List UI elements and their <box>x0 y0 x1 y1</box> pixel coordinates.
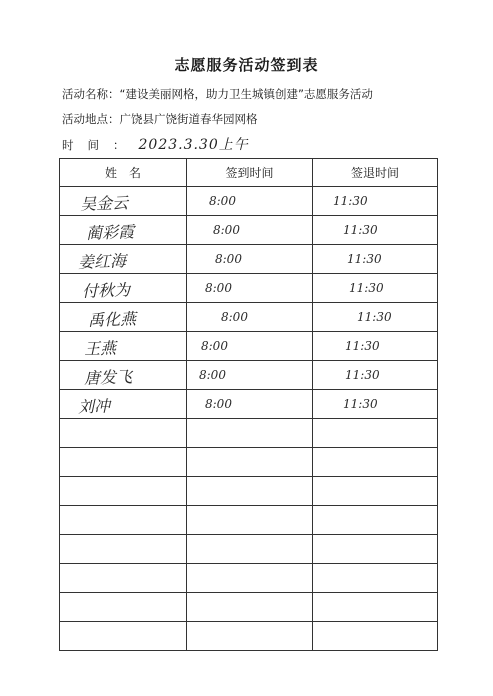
sign-out-cell <box>313 390 438 419</box>
name-cell <box>60 448 187 477</box>
sign-in-time: 8:00 <box>221 310 248 324</box>
name-cell <box>60 593 187 622</box>
activity-time-label: 时间： <box>62 138 139 152</box>
name-cell <box>60 564 187 593</box>
sign-out-time: 11:30 <box>333 194 368 208</box>
sign-out-time: 11:30 <box>347 252 382 266</box>
name-cell <box>60 535 187 564</box>
sign-out-cell <box>313 593 438 622</box>
table-row <box>60 216 438 245</box>
table-row-empty <box>60 506 438 535</box>
sign-out-cell <box>313 506 438 535</box>
page-title: 志愿服务活动签到表 <box>174 56 319 74</box>
sign-in-table <box>59 158 438 651</box>
sign-in-cell <box>187 535 313 564</box>
name-cell <box>60 332 187 361</box>
table-row <box>60 390 438 419</box>
sign-out-cell <box>313 564 438 593</box>
sign-in-time: 8:00 <box>213 223 240 237</box>
table-row <box>60 274 438 303</box>
sign-in-cell <box>187 593 313 622</box>
name-cell <box>60 477 187 506</box>
header-name: 姓 名 <box>60 159 187 187</box>
sign-out-cell <box>313 361 438 390</box>
sign-in-time: 8:00 <box>199 368 226 382</box>
sign-in-time: 8:00 <box>209 194 236 208</box>
sign-in-cell <box>187 564 313 593</box>
signature-name: 姜红海 <box>77 251 127 272</box>
header-sign-out-time: 签退时间 <box>313 159 438 187</box>
table-header-row <box>60 159 438 187</box>
sign-out-time: 11:30 <box>345 339 380 353</box>
name-cell <box>60 622 187 651</box>
activity-location-value: 广饶县广饶街道春华园网格 <box>119 112 258 126</box>
table-row-empty <box>60 419 438 448</box>
activity-location-label: 活动地点： <box>62 112 120 126</box>
table-row <box>60 187 438 216</box>
name-cell <box>60 216 187 245</box>
activity-name-line <box>62 86 373 102</box>
table-row <box>60 361 438 390</box>
name-cell <box>60 419 187 448</box>
signature-name: 蔺彩霞 <box>85 222 135 243</box>
sign-in-time: 8:00 <box>201 339 228 353</box>
table-body <box>60 187 438 651</box>
signature-name: 付秋为 <box>81 280 131 301</box>
sign-in-time: 8:00 <box>205 281 232 295</box>
name-cell <box>60 361 187 390</box>
sign-out-cell <box>313 419 438 448</box>
table-row-empty <box>60 448 438 477</box>
sign-in-cell <box>187 622 313 651</box>
sign-out-cell <box>313 274 438 303</box>
table-row-empty <box>60 535 438 564</box>
name-cell <box>60 506 187 535</box>
name-cell <box>60 187 187 216</box>
table-row <box>60 245 438 274</box>
sign-in-cell <box>187 274 313 303</box>
sign-out-cell <box>313 216 438 245</box>
sign-in-time: 8:00 <box>215 252 242 266</box>
sign-out-cell <box>313 303 438 332</box>
signature-name: 唐发飞 <box>83 367 133 388</box>
sign-out-cell <box>313 477 438 506</box>
sign-out-cell <box>313 448 438 477</box>
activity-name-label: 活动名称： <box>62 87 120 101</box>
sign-in-cell <box>187 419 313 448</box>
table-row-empty <box>60 622 438 651</box>
sign-in-cell <box>187 245 313 274</box>
sign-out-cell <box>313 535 438 564</box>
table-row-empty <box>60 593 438 622</box>
sign-in-cell <box>187 332 313 361</box>
sign-out-time: 11:30 <box>343 223 378 237</box>
table-row-empty <box>60 477 438 506</box>
sign-out-cell <box>313 332 438 361</box>
sign-in-cell <box>187 506 313 535</box>
signature-name: 王燕 <box>83 338 117 359</box>
header-sign-in-time: 签到时间 <box>187 159 313 187</box>
sign-in-cell <box>187 303 313 332</box>
sign-out-time: 11:30 <box>357 310 392 324</box>
sign-out-time: 11:30 <box>343 397 378 411</box>
table-row <box>60 332 438 361</box>
table-row-empty <box>60 564 438 593</box>
activity-name-value: “建设美丽网格，助力卫生城镇创建”志愿服务活动 <box>119 87 373 101</box>
name-cell <box>60 390 187 419</box>
sign-out-time: 11:30 <box>345 368 380 382</box>
name-cell <box>60 274 187 303</box>
sign-in-cell <box>187 361 313 390</box>
sign-in-time: 8:00 <box>205 397 232 411</box>
name-cell <box>60 245 187 274</box>
name-cell <box>60 303 187 332</box>
activity-time-line <box>62 134 249 154</box>
activity-location-line <box>62 111 258 127</box>
sign-in-cell <box>187 216 313 245</box>
signature-name: 吴金云 <box>79 193 129 214</box>
sign-out-time: 11:30 <box>349 281 384 295</box>
sign-in-cell <box>187 448 313 477</box>
sign-in-cell <box>187 390 313 419</box>
signature-name: 刘冲 <box>77 396 111 417</box>
sign-out-cell <box>313 187 438 216</box>
table-row <box>60 303 438 332</box>
sign-out-cell <box>313 622 438 651</box>
sign-in-cell <box>187 187 313 216</box>
sign-in-cell <box>187 477 313 506</box>
activity-time-value: 2023.3.30上午 <box>138 137 249 153</box>
sign-out-cell <box>313 245 438 274</box>
signature-name: 禹化燕 <box>87 309 137 330</box>
